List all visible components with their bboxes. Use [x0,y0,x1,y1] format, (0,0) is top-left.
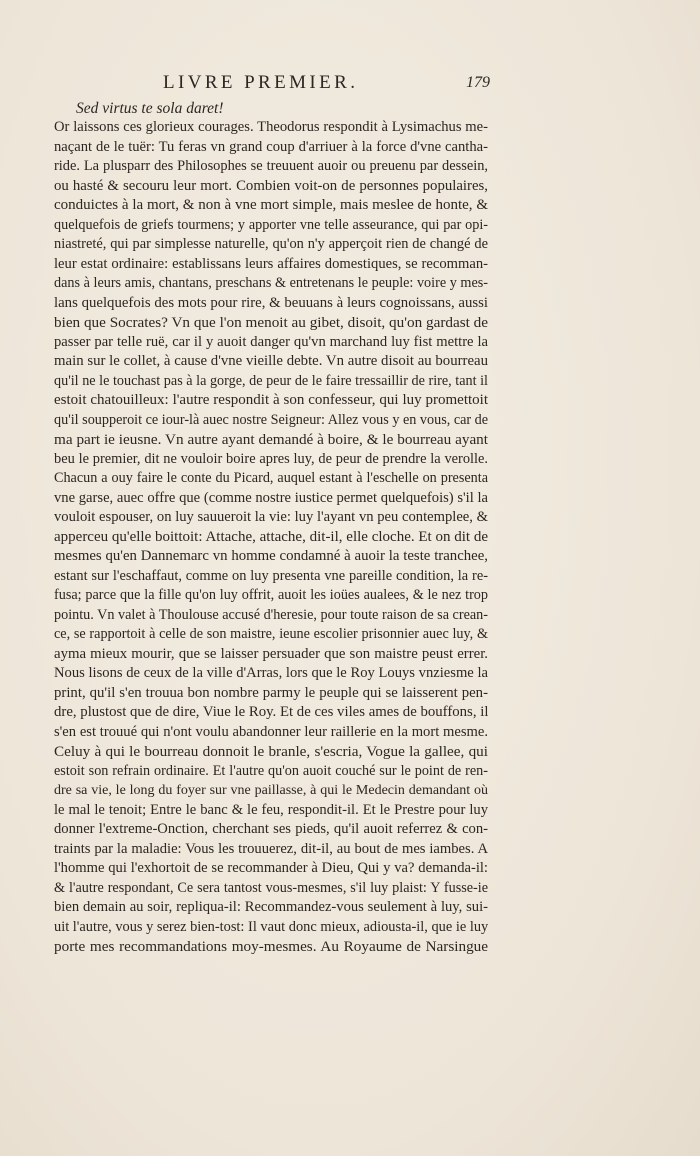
text-line: passer par telle ruë, car il y auoit danger qu'vn marchand luy fist mettre la [54,333,488,350]
text-line: dre, plustost que de dire, Viue le Roy. Et de ces viles ames de bouffons, il [54,704,488,720]
running-head: LIVRE PREMIER. [163,72,359,93]
text-line: qu'il soupperoit ce iour-là auec nostre Seigneur: Allez vous y en vous, car de [54,411,488,428]
text-line: pointu. Vn valet à Thoulouse accusé d'heresie, pour toute raison de sa crean- [54,606,488,623]
text-line: ayma mieux mourir, que se laisser persuader que son maistre peust errer. [54,645,488,662]
text-line: s'en est trouué qui n'ont voulu abandonner leur raillerie en la mort mesme. [54,723,488,740]
text-line: donner l'extreme-Onction, cherchant ses pieds, qu'il auoit referrez & con- [54,821,488,837]
text-line: porte mes recommandations moy-mesmes. Au Royaume de Narsingue [54,938,488,955]
latin-quote: Sed virtus te sola daret! [76,100,224,117]
text-line: beu le premier, dit ne vouloir boire apres luy, de peur de prendre la verolle. [54,450,488,467]
page-number: 179 [466,74,490,91]
text-line: mesmes qu'en Dannemarc vn homme condamné à auoir la teste tranchee, [54,548,488,564]
text-line: apperceu qu'elle boittoit: Attache, attache, dit-il, elle cloche. Et on dit de [54,528,488,545]
text-line: vne garse, auec offre que (comme nostre iustice permet quelquefois) s'il la [54,489,488,506]
page-header [56,72,490,98]
text-line: fusa; parce que la fille qu'on luy offrit, auoit les ioües aualees, & le nez trop [54,587,488,603]
text-line: niastreté, qui par simplesse naturelle, qu'on n'y apperçoit rien de changé de [54,236,488,252]
text-line: bien que Socrates? Vn que l'on menoit au gibet, disoit, qu'on gardast de [54,314,488,331]
text-line: dre sa vie, le long du foyer sur vne paillasse, à qui le Medecin demandant où [54,783,488,798]
text-line: leur estat ordinaire: establissans leurs affaires domestiques, se recomman- [54,255,488,272]
text-line: conduictes à la mort, & non à vne mort simple, mais meslee de honte, & [54,197,488,213]
text-line: Nous lisons de ceux de la ville d'Arras, lors que le Roy Louys vnziesme la [54,665,488,681]
text-line: Chacun a ouy faire le conte du Picard, auquel estant à l'eschelle on presenta [54,470,488,486]
text-line: estoit son refrain ordinaire. Et l'autre qu'on auoit couché sur le point de ren- [54,762,488,779]
text-line: traints par la maladie: Vous les trouuerez, dit-il, au bout de mes iambes. A [54,840,488,857]
text-line: uit l'autre, vous y serez bien-tost: Il vaut donc mieux, adiousta-il, que ie luy [54,918,488,935]
text-line: ride. La plusparr des Philosophes se treuuent auoir ou preuenu par dessein, [54,158,488,174]
body-text [54,118,488,957]
text-line: Or laissons ces glorieux courages. Theodorus respondit à Lysimachus me- [54,119,488,135]
text-line: lans quelquefois des mots pour rire, & beuuans à leurs cognoissans, aussi [54,294,488,311]
text-line: quelquefois de griefs tourmens; y apporter vne telle asseurance, qui par opi- [54,216,488,233]
text-line: vouloit espouser, on luy sauueroit la vie: luy l'ayant vn peu contemplee, & [54,509,488,525]
text-line: qu'il ne le touchast pas à la gorge, de peur de le faire tressaillir de rire, tant il [54,372,488,389]
text-line: dans à leurs amis, chantans, preschans & entretenans le peuple: voire y mes- [54,275,488,291]
text-line: naçant de le tuër: Tu feras vn grand coup d'arriuer à la force d'vne cantha- [54,138,488,155]
text-line: Celuy à qui le bourreau donnoit le branle, s'escria, Vogue la gallee, qui [54,743,488,760]
text-line: & l'autre respondant, Ce sera tantost vous-mesmes, s'il luy plaist: Y fusse-ie [54,879,488,896]
text-line: estant sur l'eschaffaut, comme on luy presenta vne pareille condition, la re- [54,567,488,584]
text-line: main sur le collet, à cause d'vne vieille debte. Vn autre disoit au bourreau [54,353,488,369]
text-line: l'homme qui l'exhortoit de se recommander à Dieu, Qui y va? demanda-il: [54,860,488,876]
text-line: estoit chatouilleux: l'autre respondit à son confesseur, qui luy promettoit [54,392,488,408]
text-line: le mal le tenoit; Entre le banc & le feu, respondit-il. Et le Prestre pour luy [54,801,488,818]
text-line: ma part ie ieusne. Vn autre ayant demandé à boire, & le bourreau ayant [54,431,488,448]
text-line: bien demain au soir, repliqua-il: Recommandez-vous seulement à luy, sui- [54,899,488,915]
text-line: ce, se rapportoit à celle de son maistre, ieune escolier prisonnier auec luy, & [54,626,488,642]
text-line: ou hasté & secouru leur mort. Combien voit-on de personnes populaires, [54,177,488,194]
text-line: print, qu'il s'en trouua bon nombre parmy le peuple qui se laisserent pen- [54,684,488,701]
